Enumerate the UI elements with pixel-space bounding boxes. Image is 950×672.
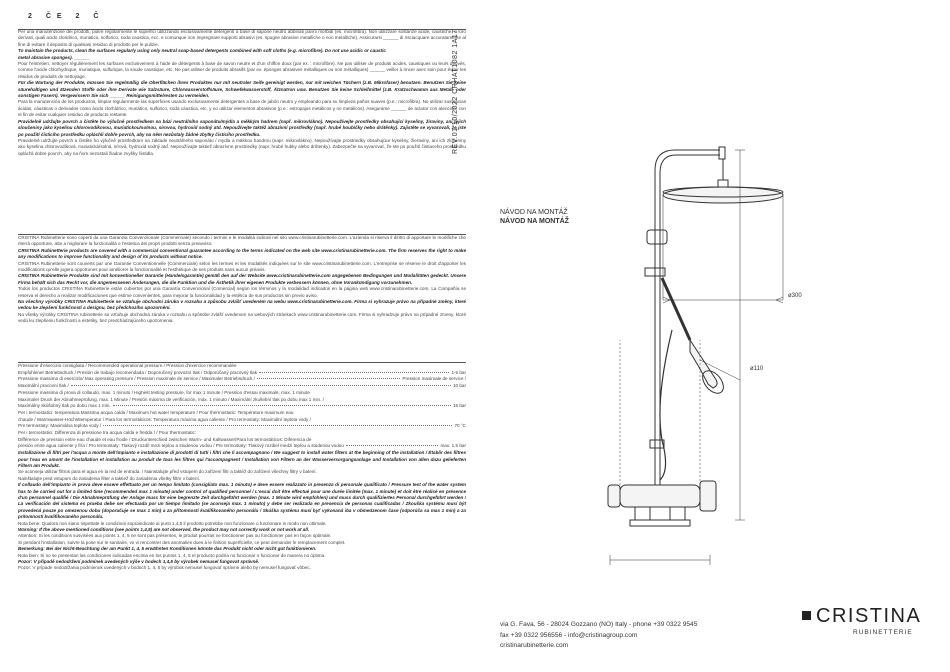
leader-dots <box>259 372 449 373</box>
leader-dots <box>113 405 451 406</box>
spec-row <box>18 423 466 430</box>
address: via G. Fava, 56 - 28024 Gozzano (NO) Italy - phone +39 0322 9545 <box>500 621 698 628</box>
riser-clamp <box>647 230 667 244</box>
warranty-fr: CRISTINA Rubinetterie sont couverts par une Garantie Conventionnelle (Commerciale) selon les termes et les modalités indiquées sur le site www.cristinarubinetterie.com. L'entreprise se réserve le droit d'apporter les modifications qu'elle jugera opportunes pour améliorer la fonctionnalité et l'esthétique de ses produits sans aucun préavis. <box>18 260 466 273</box>
brand-name: CRISTINA <box>816 605 922 627</box>
install-note: Nota bene: Qualora non siano rispettate le condizioni sopraindicate ai punti 1,4,5 il prodotto potrebbe non funzionare o funzionare in modo non ottimale. <box>18 520 327 526</box>
spec-label: Empfohlener Betriebsdruck / Presión de trabajo recomendada / Doporučený provozní tlak / Odporúčaný pracovný tlak <box>18 369 258 375</box>
maintenance-sk: Pravidelně udržujte povrch a čistěte ho výlučně prostředkom na základe neutrálneho saponátu / mydla a mäkkou handrou (napr. mikrovlákno). Nepoužívajte prostriedky obsahujúce kyseliny, žieraviny, ani ich zlúčeniny ako kyselina chlorovodíková, muriatická/solná, sírová, hydroxid sodný atď. Nepoužívajte taktiež abrazívne prostriedky (napr. hrubé hubky alebo drôtenky). Zabezpečte sa vyvarovať, že ste po použití čistiaceho prostriedku opláchli dobre povrch, aby na ňom nezostali žiadne zvyšky čistidla. <box>18 137 466 156</box>
arm-joint <box>719 147 725 159</box>
spec-label: Pressione massima di prova di collaudo, max. 1 minuto / Highest testing pressure, for max 1 minute / Pression d'essai maximale, max. 1 minute <box>18 389 310 395</box>
spec-value: 70 °C <box>454 423 466 429</box>
spec-row <box>18 376 466 383</box>
warranty-es: Todos los productos CRISTINA Rubinetterie están cubiertos por una Garantía Convencional (Comercial) según los términos y la modalidad indicados en la página web www.cristinarubinetterie.com. La Compañía se reserva el derecho a realizar modificaciones que estime convenientes, para mejorar la funcionalidad y la estética de sus productos sin previo aviso. <box>18 286 466 298</box>
spec-label: Pressione d'esercizio consigliata / Recommended operational pressure / Pression d'exercice recommandée <box>18 363 237 368</box>
spec-value: max. 1,5 bar <box>440 443 466 449</box>
maintenance-fr: Pour l'entretien, nettoyer régulièrement les surfaces exclusivement à l'aide de détergents à base de savon neutre et d'un chiffon doux (par ex. : microfibre). Ne pas utiliser de produits acides, caustiques ou leurs dérivés, comme l'acide chlorhydrique, muriatique, sulfurique, la soude caustique, etc. Ne pas utiliser de produits abrasifs (par ex. éponges abrasives métalliques ou non métalliques) ______ veiller à rincer avec soin pour éviter les résidus de produits de nettoyage. <box>18 61 466 79</box>
spec-label: Maximaler Druck der Abnahmeprüfung, max. 1 Minute / Presión máxima de verificación, máx. 1 minuto / Maximální zkušební tlak po dobu max 1 min. / <box>18 396 324 402</box>
maintenance-en: To maintain the products, clean the surfaces regularly using only neutral soap-based detergents combined with soft cloths (e.g. microfibre). Do not use acidic or caustic <box>18 48 386 54</box>
spec-value: Pression maximale de service / <box>402 376 466 382</box>
warranty-sk: Na všetky výrobky CRISTINA rubinetterie sa vzťahuje obchodná záruka v rozsahu a spôsobe zvlášť uvedenom na webových stránkach www.cristinarubinetterie.com. Firma si vyhradzuje právo na prípadné zmeny, ktoré vedú ku zlepšeniu funkčnosti a estetiky, bez predchádzajúceho upozornenia. <box>18 311 466 324</box>
spec-label: Maximální pracovní tlak / <box>18 383 69 389</box>
install-note: Si pendant l'installation, suivre la pose sur le sanitaire, vo vi rencontrer des anomalies dues à le finition superficielle, ce peut demander le remplacement complet. <box>18 539 346 545</box>
install-note: Warning: If the above mentioned conditions (see points 1,4,5) are not observed, the product may not correctly work or not work at all. <box>18 527 310 533</box>
leader-dots <box>103 425 452 426</box>
maintenance-de: Für die Wartung der Produkte, müssen Sie regelmäßig die Oberflächen ihres Produktes nur mit neutraler Seife gereinigt werden, nur mit weichen Tüchern (z.B. Mikrofaser) benutzen. Benutzen Sie keine säurehaltigen und ätzenden Stoffe oder ihre Derivate wie Salzsäure, Chlorwasserstoffsäure, Schwefelwasserstoff, Ätznatron usw. Benutzen Sie keine Schleifmittel (z.B. Kratzschwamm aus Metall- oder sonstigen Fasern). Vergewissern Sie sich ______ Reinigungsmittelresten zu vermeiden. <box>18 80 466 99</box>
spec-row <box>18 370 466 377</box>
shower-head <box>663 187 783 203</box>
language-flags: 2 ČE 2 Č <box>28 13 105 20</box>
spec-label: Per i termostatici: Differenza di pressione tra acqua calda e fredda / / Pour thermostatic: <box>18 430 197 436</box>
maintenance-cz: Pravidelně udržujte povrch a čistěte ho výlučně prostředkem na bázi neutrálního saponátu/mýdla a měkkým hadrem (např. mikrovlákno). Nepoužívejte prostředky obsahující kyseliny, žíraviny, ani jejich sloučeniny jako kyselinu chlorovodíkovou, muriatickou/solnou, sírovou, hydroxid sodný atd. Nepoužívejte taktéž abrazivní prostředky (např. hrubé houbičky nebo drátěnky). Zajistěte se vyvarovali, že jste po použití čisticího prostředku opláchli dobře povrch, aby na něm nezůstaly žádné zbytky čisticího prostředku. <box>18 118 466 137</box>
manual-title-line: NÁVOD NA MONTÁŽ <box>500 218 569 225</box>
logo-square-icon <box>802 611 811 620</box>
install-note: Installazione di filtri per l'acqua a monte dell'impianto e installazione di prodotti di tutti i filtri che li accompagnano / We suggest to install water filters at the beginning of the installation / Établir des filtres pour l'eau en amont de l'installation et installation au produit de tous les filtres qui l'accompagnent / Installation von Filtern an der Wasserversorgungsanlage und Installation von allen dazu gelieferten Filtern am Produkt. <box>18 450 466 468</box>
install-notes <box>18 450 466 572</box>
maintenance-it: Per una manutenzione dei prodotti, pulire regolarmente le superfici utilizzando esclusivamente detergenti a base di sapone neutro abbinati panni morbidi (es. microfibra). Non utilizzare sostanze acide, caustiche, o loro derivati, quali acido cloridrico, muriatico, solforico, soda caustica, ecc. e comunque non impregnare supporti abrasivi (es. spugne abrasive metalliche o non metalliche). Assicurarsi ______ di risciacquare accuratamente al fine di evitare il deposito di qualsiasi residuo di prodotto per le pulizie. <box>18 29 466 47</box>
manual-title <box>500 208 569 226</box>
warranty-cz: Na všechny výrobky CRISTINA Rubinetterie se vztahuje obchodní záruka v rozsahu a způsobu zvlášť uvedeném na webu www.cristinarubinetterie.com. Firma si vyhrazuje právo na případné změny, které vedou ke zlepšení funkčnosti a designu, bez předchozího upozornění. <box>18 299 466 311</box>
maintenance-section <box>18 29 466 215</box>
install-note: Il collaudo dell'impianto in prova deve essere effettuato per un tempo limitato (consigliato max. 1 minuto) e deve essere realizzato in presenza di personale qualificato / Pressure test of the water system has to be carried out for a limited time (recommended max 1 minute) under control of qualified personnel / L'essai doit être effectué pour une durée limitée (max. 1 minute) et doit être réalisé en présence d'un personnel qualifié / Die Abnahmeprüfung der Anlage muss für eine begrenzte Zeit durchgeführt werden (max. 1 Minute wird empfohlen) und muss durch qualifiziertes Personal durchgeführt werden / La verificación del sistema es prueba debe ser efectuada por un tiempo limitado (se aconseja max. 1 minuto) y debe ser realizada en presencia de personas cualificadas / Zkouška systému musí být provedená pouze po omezenou dobu (doporučuje se max 1 min) a za přítomnosti kvalifikovaného personálu / Skúška systému musí byť vykonaná iba v obmedzenom čase (odporúča sa max 1 min) a za prítomnosti kvalifikovaného personálu. <box>18 482 466 520</box>
spec-label: Pre termostaty: Maximálna teplota vody / <box>18 423 102 429</box>
spec-label: presión entre agua caliente y fría / Pro termostaty: Tlakový rozdíl mezi teplou a studenou vodou / Pre termostaty: Tlakový rozdiel medzi teplou a studenou vodou <box>18 443 344 449</box>
install-note: Nainštalujte pred vstupom do zariadenia filter a taktiež do zariadenia všetky filtre v balení. <box>18 475 201 481</box>
install-note: Pozor: V prípade nedodržania podmienok uvedených v bodoch 1, 4, 5 by výrobok nemusel fungovať správne alebo by nemusel fungovať vôbec. <box>18 565 311 571</box>
spec-value: 10 bar <box>452 383 466 389</box>
brand-sub: RUBINETTERIE <box>853 629 913 636</box>
riser-pipe <box>655 244 660 485</box>
spec-row <box>18 390 466 397</box>
website-link[interactable]: cristinarubinetterie.com <box>500 642 569 649</box>
thermostatic-mixer <box>620 485 700 507</box>
mixer-handle <box>700 481 716 511</box>
spec-row <box>18 383 466 390</box>
hose <box>660 330 672 480</box>
spec-row <box>18 430 466 437</box>
leader-dots <box>257 378 401 379</box>
maintenance-es: Para la manutención de los productos, limpiar regularmente las superficies usando exclusivamente detergentes a base de jabón neutro y empleando para su limpieza paños suaves (p.e.: microfibra). No utilizar sustancias ácidas, cáusticas o derivados como ácido clorhídrico, muriático, sulfúrico, soda cáustica, etc. y no utilizar elementos abrasivos (p.e.: estropajos metálicos y no metálicos). Asegurarse ______ de aclarar con atención, con el fin de evitar cualquier residuo de producto restante. <box>18 99 466 118</box>
head-arm <box>655 150 720 270</box>
install-note: Attention: Si les conditions susvisées aux points 1, 4, 5 ne sont pas présentes, le produit pourrait ne fonctionner pas ou fonctionner pas en façon optimale. <box>18 533 332 539</box>
leader-dots <box>71 385 451 386</box>
spec-label: Maximálny skúšobný tlak po dobu max 1 min. <box>18 403 111 409</box>
install-note: Nota bien: Si no se presentan las condiciones indicadas encima en los puntos 1, 4, 5 el producto podría no funcionar o funcionar de manera no óptima. <box>18 552 326 558</box>
install-note: Bemerkung: Bei der Nicht-Beachtung der am Punkt 1, 4, 5 erwähnten Konditionen könnte das Produkt nicht oder nicht gut funktionieren. <box>18 546 317 552</box>
spec-row <box>18 397 466 404</box>
hand-shower <box>662 278 690 340</box>
spec-row <box>18 403 466 410</box>
specs-list <box>18 363 466 450</box>
warranty-en: CRISTINA Rubinetterie products are covered with a commercial conventional guarantee according to the terms indicated on the web site www.cristinarubinetterie.com. The firm reserves the right to make any modifications to improve functionality and design of its products without notice. <box>18 247 466 260</box>
warranty-section <box>18 235 466 353</box>
spec-row <box>18 417 466 424</box>
install-note: Pozor: V případě nedodržení podmínek uvedených výše v bodech 1,4,5 by výrobek nemusel fungovat správně. <box>18 559 260 565</box>
shower-column-diagram <box>600 140 900 640</box>
spec-label: chaude / Warmwasser-Höchsttemperatur / Para los termostáticos: Temperatura máxima agua caliente / Pro termostaty: Maximální teplota vody / <box>18 416 311 422</box>
head-diameter-label: ø300 <box>788 293 802 299</box>
contact-block <box>500 620 697 652</box>
revision-code: REV.01 10/2022 CRHAT1082 1A17 <box>452 29 459 154</box>
manual-title-line: NÁVOD NA MONTÁŽ <box>500 209 568 216</box>
maintenance-en-cont: metal abrasive sponges). ______ <box>18 54 90 60</box>
leader-dots <box>346 445 439 446</box>
warranty-it: CRISTINA Rubinetterie sono coperti da una Garanzia Convenzionale (Commerciale) secondo i termini e le modalità indicati nel sito www.cristinarubinetterie.com. L'azienda si riserva il diritto di apportare le modifiche che riterrà opportune, atte a migliorare la funzionalità e l'estetica dei propri prodotti senza preavviso. <box>18 235 466 247</box>
install-note: Se aconseja utilizar filtros para el agua en la red de entrada. / Nainstalujte před vstupem do zařízení filtr a taktéž do zařízení všechny filtry v balení. <box>18 469 317 475</box>
warranty-de: CRISTINA Rubinetterie Produkte sind mit konventioneller Garantie (Handelsgarantie) gemäß den auf der Website www.cristinarubinetterie.com angegebenen Bedingungen und Modalitäten gedeckt. Unsere Firma behält sich das Recht vor, die angemessenen Änderungen, die die Funktion und die Ästhetik ihrer eigenen Produkte verbessern können, ohne Vorankündigung vorzunehmen. <box>18 273 466 285</box>
spec-label: Pressione massima di esercizio/ Max operating pressure / Pression maximale de service / Maximaler Betriebsdruck / <box>18 376 255 382</box>
spec-value: 1-5 bar <box>451 369 466 375</box>
specs-section <box>18 363 466 663</box>
spec-row <box>18 410 466 417</box>
spec-row <box>18 363 466 370</box>
hand-diameter-label: ø110 <box>750 366 764 372</box>
spec-label: Per i termostatici: temperatura Massima acqua calda / Maximum hot water temperature / Pour thermostatic: Température maximum eau <box>18 409 294 415</box>
fax-email: fax +39 0322 956556 - info@cristinagroup.com <box>500 631 638 639</box>
spec-label: Différence de pression entre eau chaude et eau froide / Druckunterschied zwischen Warm- und Kaltwasser/Para los termostáticos: Diferencia de <box>18 436 312 442</box>
spec-row <box>18 437 466 444</box>
spec-value: 16 bar <box>452 403 466 409</box>
